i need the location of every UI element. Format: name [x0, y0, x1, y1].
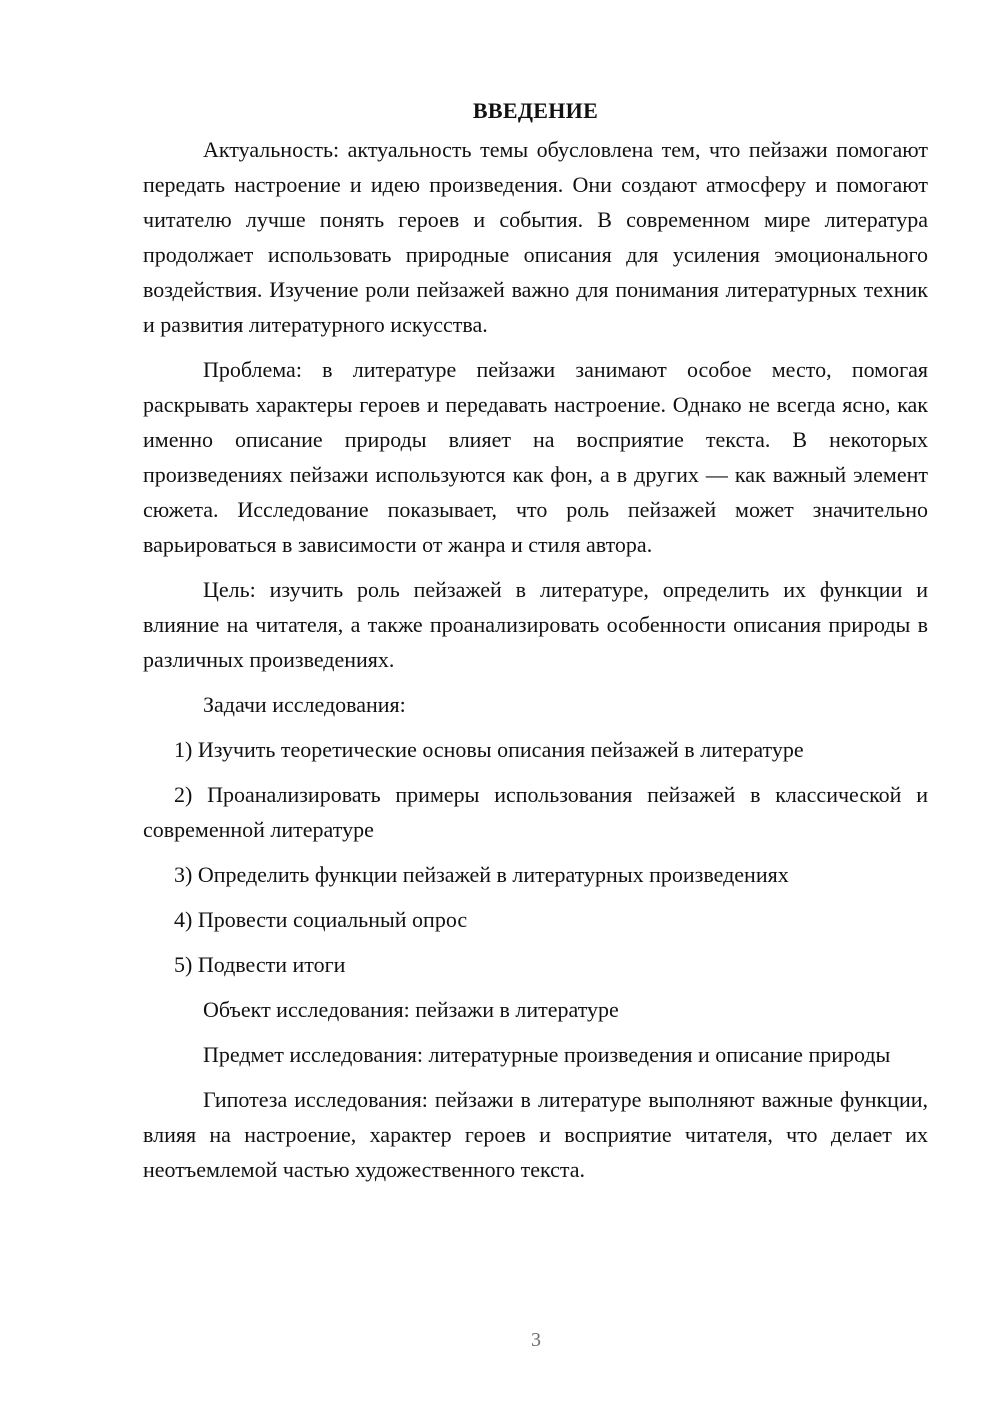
task-item-3: 3) Определить функции пейзажей в литературных произведениях: [174, 862, 789, 887]
task-item-1: 1) Изучить теоретические основы описания пейзажей в литературе: [174, 737, 804, 762]
hypothesis-paragraph: Гипотеза исследования: пейзажи в литературе выполняют важные функции, влияя на настроение, характер героев и восприятие читателя, что делает их неотъемлемой частью художественного текста.: [143, 1087, 928, 1182]
section-heading: ВВЕДЕНИЕ: [472, 98, 599, 123]
task-item-2: 2) Проанализировать примеры использования пейзажей в классической и современной литературе: [143, 782, 928, 842]
relevance-paragraph: Актуальность: актуальность темы обусловлена тем, что пейзажи помогают передать настроение и идею произведения. Они создают атмосферу и помогают читателю лучше понять героев и события. В современном мире литература продолжает использовать природные описания для усиления эмоционального воздействия. Изучение роли пейзажей важно для понимания литературных техник и развития литературного искусства.: [143, 137, 928, 337]
page-content: [143, 93, 928, 1197]
problem-paragraph: Проблема: в литературе пейзажи занимают особое место, помогая раскрывать характеры героев и передавать настроение. Однако не всегда ясно, как именно описание природы влияет на восприятие текста. В некоторых произведениях пейзажи используются как фон, а в других — как важный элемент сюжета. Исследование показывает, что роль пейзажей может значительно варьироваться в зависимости от жанра и стиля автора.: [143, 357, 928, 557]
object-paragraph: Объект исследования: пейзажи в литературе: [203, 997, 619, 1022]
tasks-title: Задачи исследования:: [203, 692, 406, 717]
task-item-4: 4) Провести социальный опрос: [174, 907, 468, 932]
subject-paragraph: Предмет исследования: литературные произведения и описание природы: [203, 1042, 891, 1067]
page-number: 3: [531, 1329, 541, 1351]
goal-paragraph: Цель: изучить роль пейзажей в литературе, определить их функции и влияние на читателя, а также проанализировать особенности описания природы в различных произведениях.: [143, 577, 928, 672]
task-item-5: 5) Подвести итоги: [174, 952, 346, 977]
